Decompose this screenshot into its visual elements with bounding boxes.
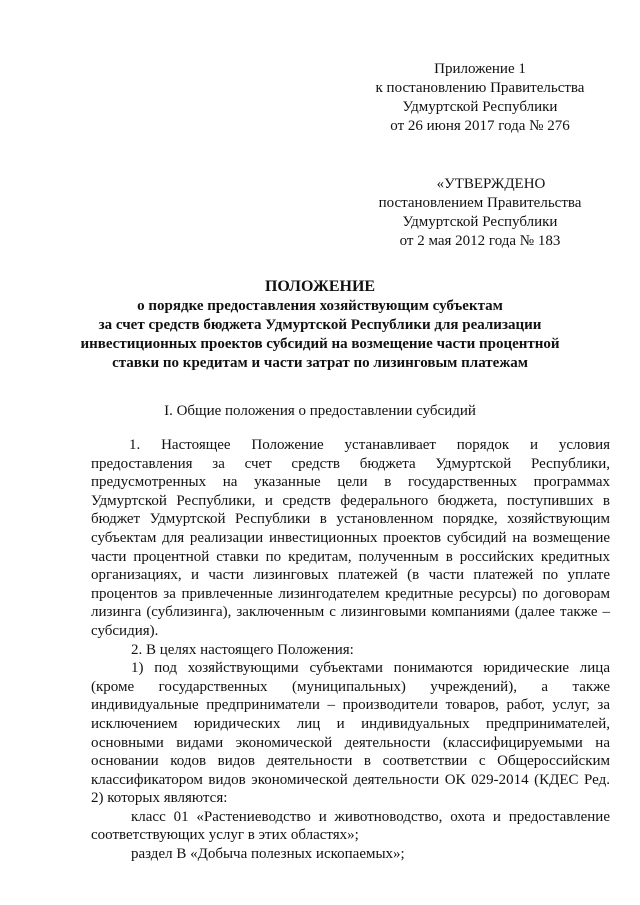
heading-line-3: инвестиционных проектов субсидий на возмещение части процентной — [80, 336, 560, 352]
annex-line-1: Приложение 1 — [434, 61, 526, 77]
paragraph-4: класс 01 «Растениеводство и животноводство, охота и предоставление соответствующих услуг в этих областях»; — [91, 808, 610, 844]
approved-line-1: «УТВЕРЖДЕНО — [436, 176, 546, 192]
annex-line-2: к постановлению Правительства — [375, 80, 585, 96]
approved-line-2: постановлением Правительства — [378, 195, 582, 211]
heading-line-1: о порядке предоставления хозяйствующим субъектам — [137, 298, 503, 314]
approval-stamp-block — [355, 175, 605, 251]
section-title: I. Общие положения о предоставлении субсидий — [164, 403, 476, 419]
document-title: ПОЛОЖЕНИЕ — [264, 278, 376, 295]
annex-line-3: Удмуртской Республики — [402, 99, 558, 115]
document-body — [91, 436, 610, 864]
paragraph-5: раздел В «Добыча полезных ископаемых»; — [131, 846, 405, 863]
paragraph-2: 2. В целях настоящего Положения: — [131, 641, 354, 658]
approved-line-3: Удмуртской Республики — [402, 214, 558, 230]
heading-line-4: ставки по кредитам и части затрат по лизинговым платежам — [112, 355, 528, 371]
document-heading — [80, 277, 560, 373]
paragraph-3: 1) под хозяйствующими субъектами понимаются юридические лица (кроме государственных (муниципальных) учреждений), а также индивидуальные предприниматели – производители товаров, работ, услуг, за исключением юридических лиц и индивидуальных предпринимателей, основными видами экономической деятельности (классифицируемыми на основании кодов видов деятельности в соответствии с Общероссийским классификатором видов экономической деятельности ОК 029-2014 (КДЕС Ред. 2) которых являются: — [91, 660, 610, 807]
annex-header — [355, 60, 605, 136]
heading-line-2: за счет средств бюджета Удмуртской Республики для реализации — [98, 317, 542, 333]
approved-line-4: от 2 мая 2012 года № 183 — [399, 233, 561, 249]
paragraph-1: 1. Настоящее Положение устанавливает порядок и условия предоставления за счет средств бюджета Удмуртской Республики, предусмотренных на указанные цели в государственных программах Удмуртской Республики, и средств федерального бюджета, поступивших в бюджет Удмуртской Республики в установленном порядке, хозяйствующим субъектам для реализации инвестиционных проектов субсидий на возмещение части процентной ставки по кредитам, полученным в российских кредитных организациях, и части лизинговых платежей (в части платежей по уплате процентов за привлеченные лизингодателем кредитные ресурсы) по договорам лизинга (сублизинга), заключенным с лизинговыми компаниями (далее также – субсидия). — [91, 437, 610, 639]
annex-line-4: от 26 июня 2017 года № 276 — [390, 118, 570, 134]
